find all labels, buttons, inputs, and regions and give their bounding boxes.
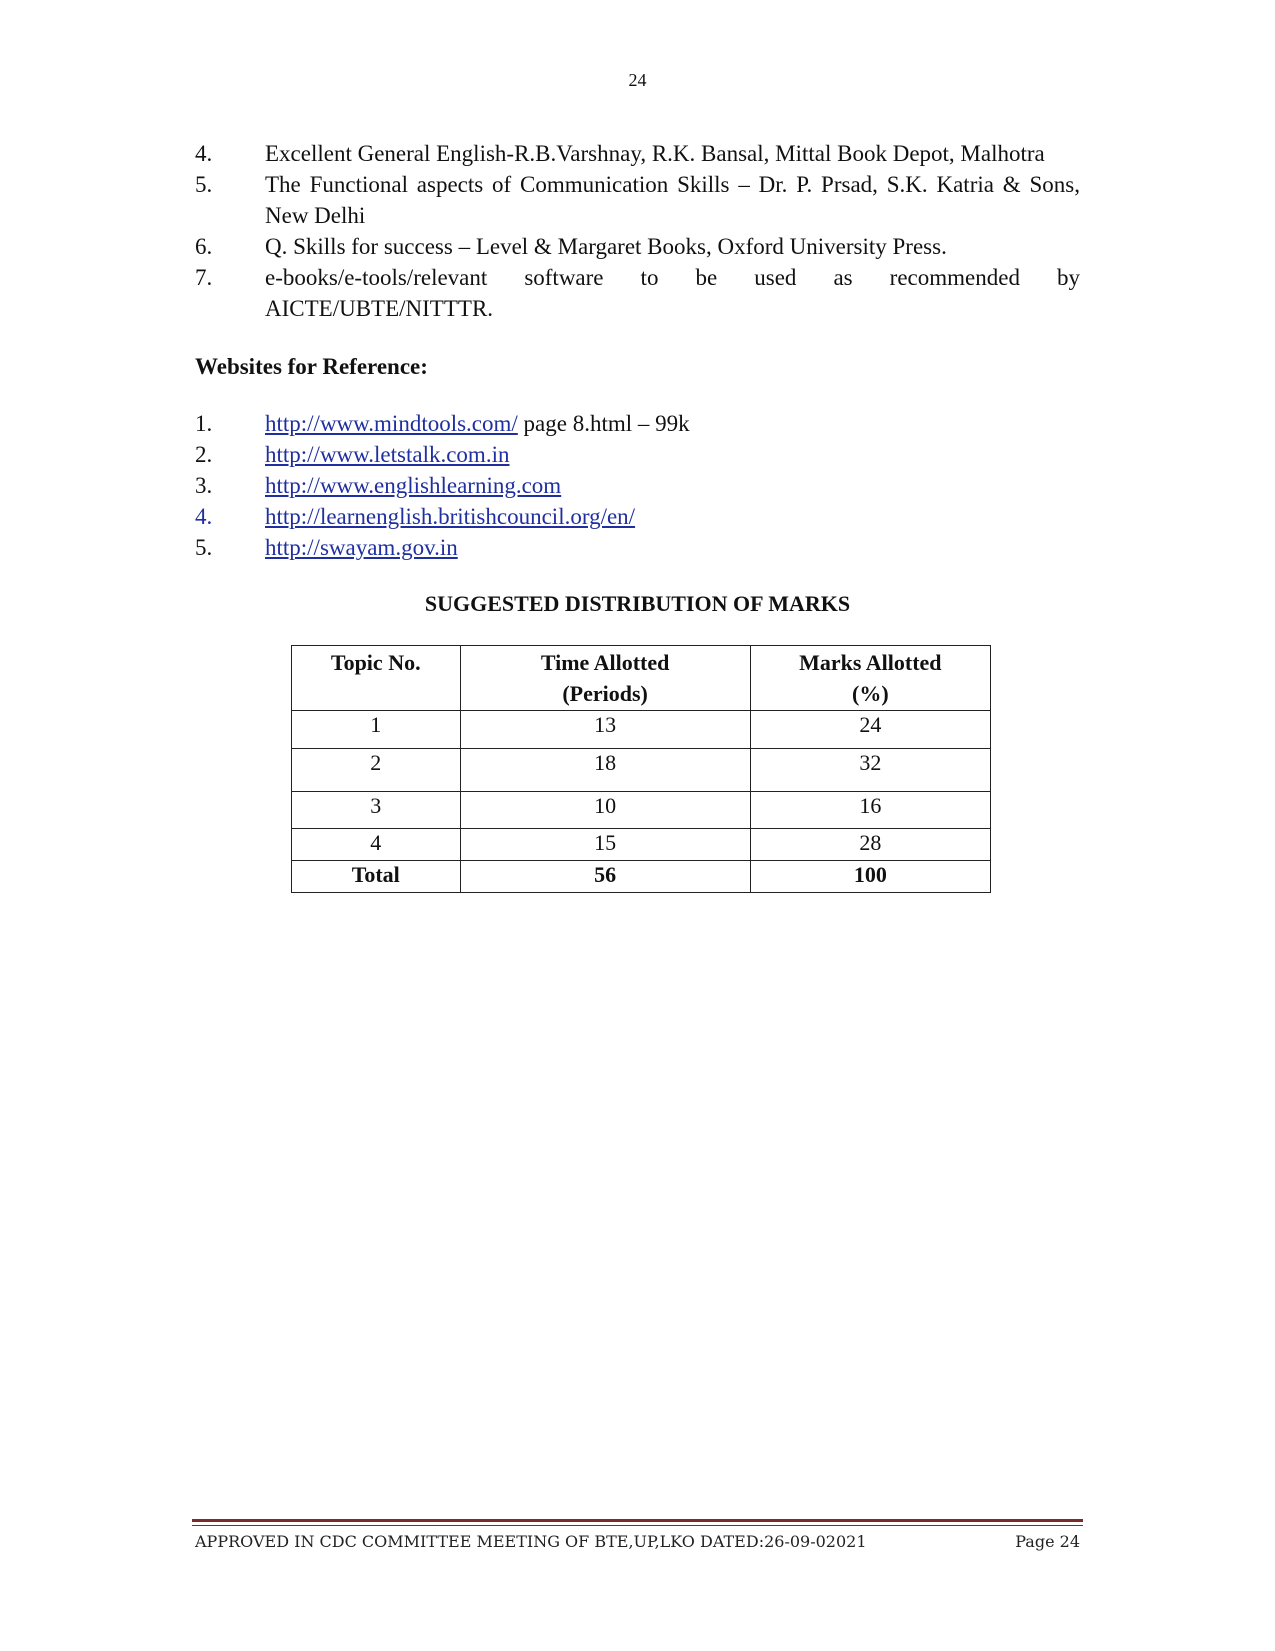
website-number: 4.	[195, 504, 213, 529]
reference-item	[195, 169, 1080, 231]
footer-divider	[192, 1519, 1083, 1526]
website-number: 3.	[195, 473, 213, 498]
reference-text-continuation: AICTE/UBTE/NITTTR.	[265, 296, 494, 321]
website-suffix: page 8.html – 99k	[517, 411, 690, 436]
reference-number: 7.	[195, 265, 213, 290]
footer-page-number: Page 24	[1015, 1532, 1080, 1551]
cell-time: 10	[460, 792, 750, 829]
website-item	[195, 439, 1080, 470]
cell-marks: 16	[750, 792, 990, 829]
header-marks-line1: Marks Allotted	[799, 650, 942, 675]
cell-topic: 3	[292, 792, 461, 829]
header-marks-line2: (%)	[852, 681, 889, 706]
reference-text-block	[265, 169, 1080, 231]
cell-time: 15	[460, 829, 750, 861]
reference-text: e-books/e-tools/relevant software to be used as recommended by	[265, 265, 1080, 290]
cell-marks: 28	[750, 829, 990, 861]
website-number: 2.	[195, 442, 213, 467]
cell-total-time: 56	[460, 861, 750, 893]
reference-text-block	[265, 262, 1080, 324]
page-number-top: 24	[628, 70, 647, 90]
cell-topic: 4	[292, 829, 461, 861]
cell-time: 13	[460, 711, 750, 749]
website-item	[195, 470, 1080, 501]
cell-topic: 2	[292, 749, 461, 792]
websites-heading: Websites for Reference:	[195, 354, 428, 379]
marks-distribution-table	[291, 645, 991, 893]
reference-text-continuation: New Delhi	[265, 203, 366, 228]
website-list	[195, 408, 1080, 563]
table-total-row	[292, 861, 991, 893]
table-row	[292, 711, 991, 749]
distribution-title: SUGGESTED DISTRIBUTION OF MARKS	[424, 591, 851, 616]
reference-number: 6.	[195, 234, 213, 259]
reference-number: 4.	[195, 141, 213, 166]
cell-marks: 32	[750, 749, 990, 792]
reference-text: The Functional aspects of Communication Skills – Dr. P. Prsad, S.K. Katria & Sons,	[265, 172, 1080, 197]
header-marks	[750, 646, 990, 711]
website-item	[195, 532, 1080, 563]
header-time-line1: Time Allotted	[540, 650, 670, 675]
table-row	[292, 829, 991, 861]
website-number: 1.	[195, 411, 213, 436]
reference-item	[195, 231, 1080, 262]
cell-time: 18	[460, 749, 750, 792]
header-topic: Topic No.	[292, 646, 461, 711]
header-time	[460, 646, 750, 711]
website-item	[195, 501, 1080, 532]
website-link[interactable]: http://www.letstalk.com.in	[265, 442, 510, 467]
reference-text: Q. Skills for success – Level & Margaret Books, Oxford University Press.	[265, 234, 947, 259]
footer-approval-text: APPROVED IN CDC COMMITTEE MEETING OF BTE,UP,LKO DATED:26-09-02021	[195, 1532, 867, 1551]
table-row	[292, 749, 991, 792]
website-link[interactable]: http://swayam.gov.in	[265, 535, 458, 560]
website-link[interactable]: http://learnenglish.britishcouncil.org/en/	[265, 504, 636, 529]
reference-number: 5.	[195, 172, 213, 197]
reference-list	[195, 138, 1080, 324]
header-time-line2: (Periods)	[562, 681, 648, 706]
cell-total-label: Total	[292, 861, 461, 893]
table-header-row	[292, 646, 991, 711]
reference-text: Excellent General English-R.B.Varshnay, R.K. Bansal, Mittal Book Depot, Malhotra	[265, 141, 1045, 166]
reference-item	[195, 262, 1080, 324]
website-link[interactable]: http://www.englishlearning.com	[265, 473, 562, 498]
footer	[195, 1532, 1080, 1551]
website-link[interactable]: http://www.mindtools.com/	[265, 411, 518, 436]
cell-total-marks: 100	[750, 861, 990, 893]
cell-topic: 1	[292, 711, 461, 749]
website-number: 5.	[195, 535, 213, 560]
table-row	[292, 792, 991, 829]
reference-item	[195, 138, 1080, 169]
website-item	[195, 408, 1080, 439]
cell-marks: 24	[750, 711, 990, 749]
